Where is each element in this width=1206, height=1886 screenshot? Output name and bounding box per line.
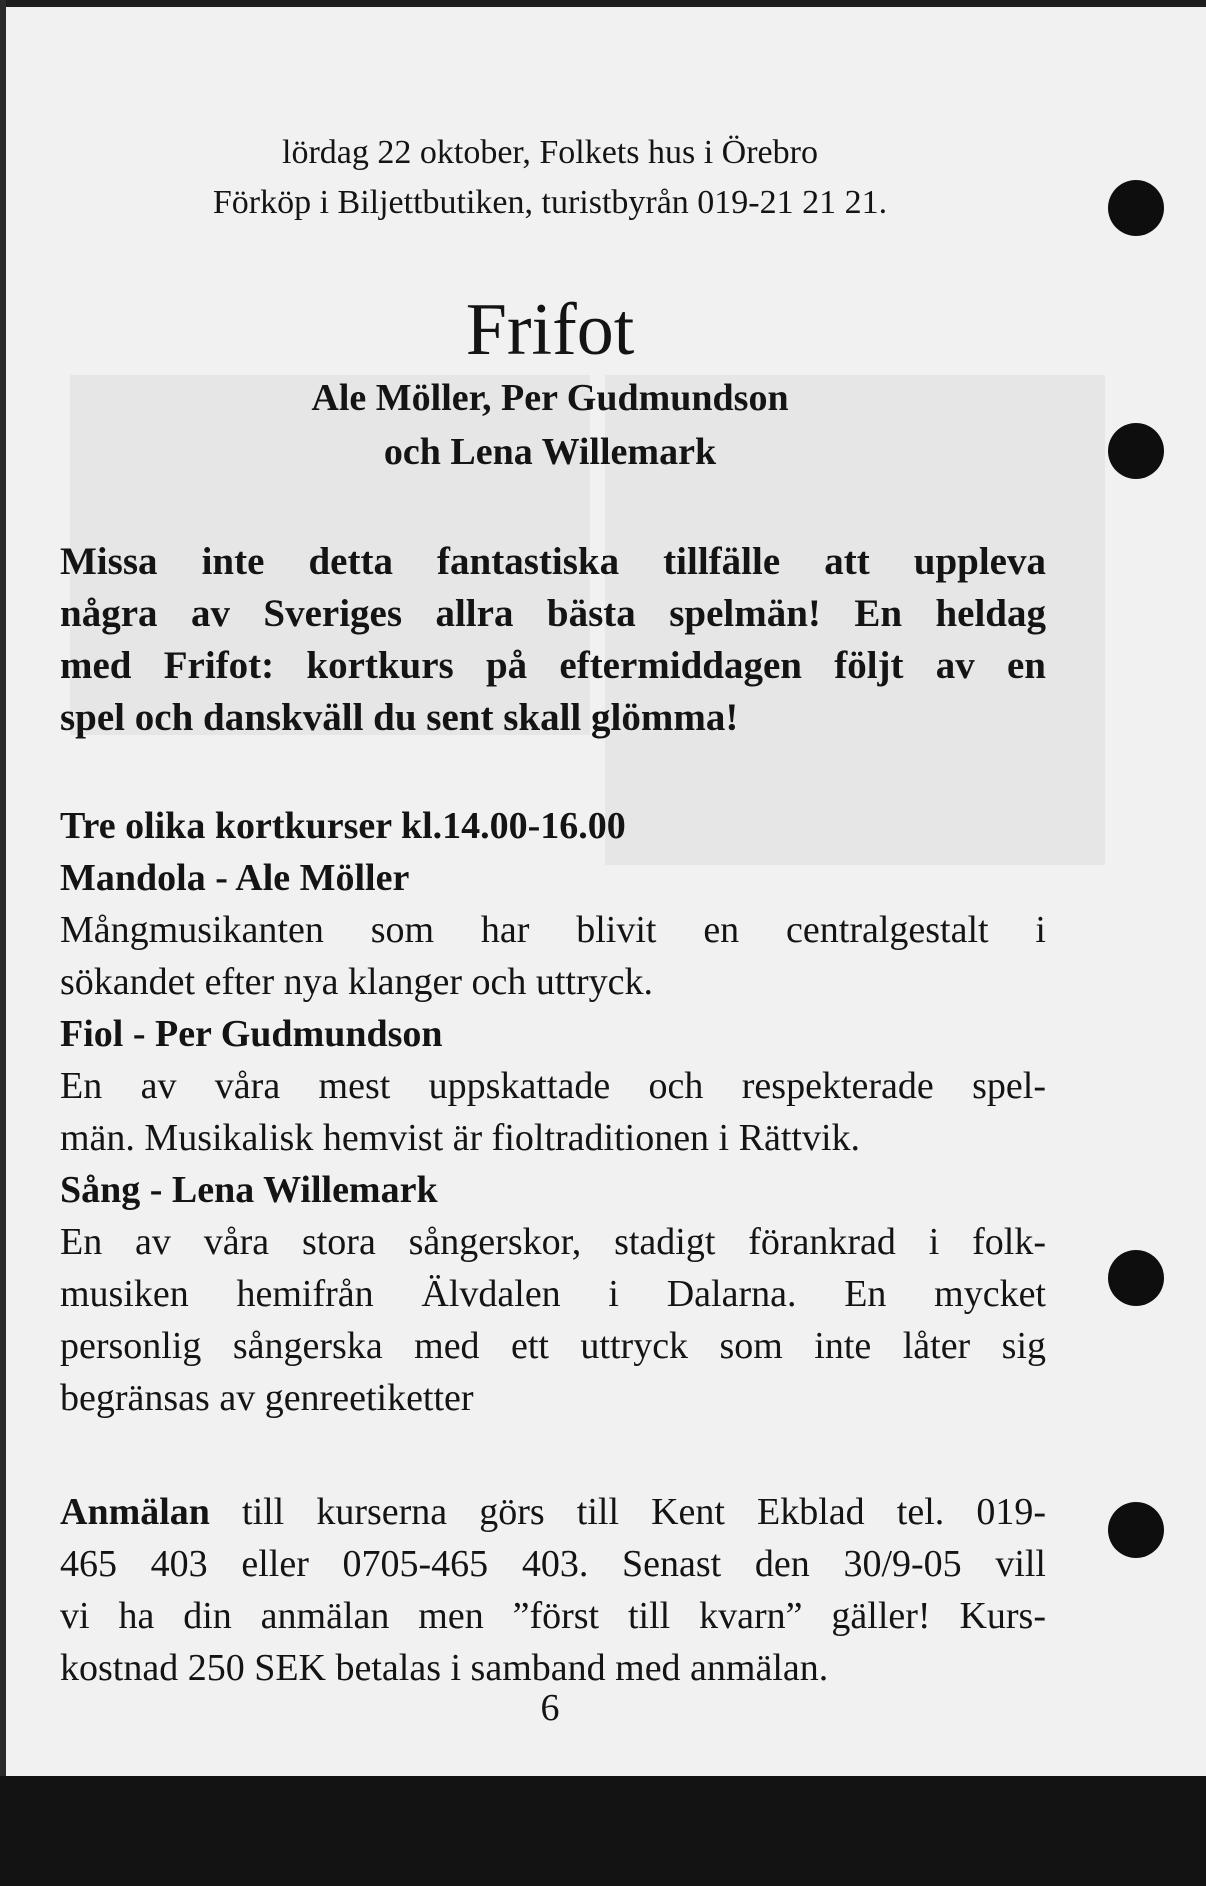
course-desc-line: begränsas av genreetiketter — [60, 1377, 474, 1419]
intro-line: med Frifot: kortkurs på eftermiddagen följt av en — [60, 644, 1046, 687]
top-border — [0, 0, 1206, 7]
left-border — [0, 0, 6, 1886]
course-desc-line: En av våra stora sångerskor, stadigt förankrad i folk- — [60, 1221, 1046, 1263]
presale-info: Förköp i Biljettbutiken, turistbyrån 019-21 21 21. — [212, 184, 888, 221]
bottom-border — [0, 1776, 1206, 1886]
intro-line: Missa inte detta fantastiska tillfälle att uppleva — [60, 540, 1046, 583]
course-desc-line: musiken hemifrån Älvdalen i Dalarna. En mycket — [60, 1273, 1046, 1315]
courses-heading: Tre olika kortkurser kl.14.00-16.00 — [60, 805, 626, 847]
binder-hole-3 — [1108, 1250, 1164, 1306]
course-desc-line: personlig sångerska med ett uttryck som inte låter sig — [60, 1325, 1046, 1367]
registration-paragraph — [60, 1486, 1046, 1694]
intro-paragraph — [60, 536, 1046, 744]
registration-line — [60, 1486, 1046, 1538]
registration-line: kostnad 250 SEK betalas i samband med anmälan. — [60, 1647, 829, 1689]
binder-hole-2 — [1108, 423, 1164, 479]
binder-hole-4 — [1108, 1502, 1164, 1558]
page-number: 6 — [540, 1687, 560, 1729]
course-title-fiol: Fiol - Per Gudmundson — [60, 1013, 443, 1055]
binder-hole-1 — [1108, 180, 1164, 236]
course-desc-line: En av våra mest uppskattade och respekterade spel- — [60, 1065, 1046, 1107]
course-title-mandola: Mandola - Ale Möller — [60, 857, 410, 899]
registration-lead: Anmälan — [60, 1491, 210, 1533]
registration-line: 465 403 eller 0705-465 403. Senast den 30/9-05 vill — [60, 1543, 1046, 1585]
registration-line: vi ha din anmälan men ”först till kvarn” gäller! Kurs- — [60, 1595, 1046, 1637]
course-title-sang: Sång - Lena Willemark — [60, 1169, 438, 1211]
courses-section — [60, 800, 1046, 1424]
intro-line: spel och danskväll du sent skall glömma! — [60, 696, 739, 739]
registration-line-1-rest: till kurserna görs till Kent Ekblad tel. 019- — [209, 1491, 1046, 1533]
event-date: lördag 22 oktober, Folkets hus i Örebro — [282, 134, 818, 171]
course-desc-line: Mångmusikanten som har blivit en centralgestalt i — [60, 909, 1046, 951]
performers-line-1: Ale Möller, Per Gudmundson — [311, 377, 789, 419]
page-title: Frifot — [465, 289, 635, 371]
course-desc-line: män. Musikalisk hemvist är fioltraditionen i Rättvik. — [60, 1117, 861, 1159]
performers-line-2: och Lena Willemark — [383, 431, 717, 473]
course-desc-line: sökandet efter nya klanger och uttryck. — [60, 961, 653, 1003]
intro-line: några av Sveriges allra bästa spelmän! En heldag — [60, 592, 1046, 635]
